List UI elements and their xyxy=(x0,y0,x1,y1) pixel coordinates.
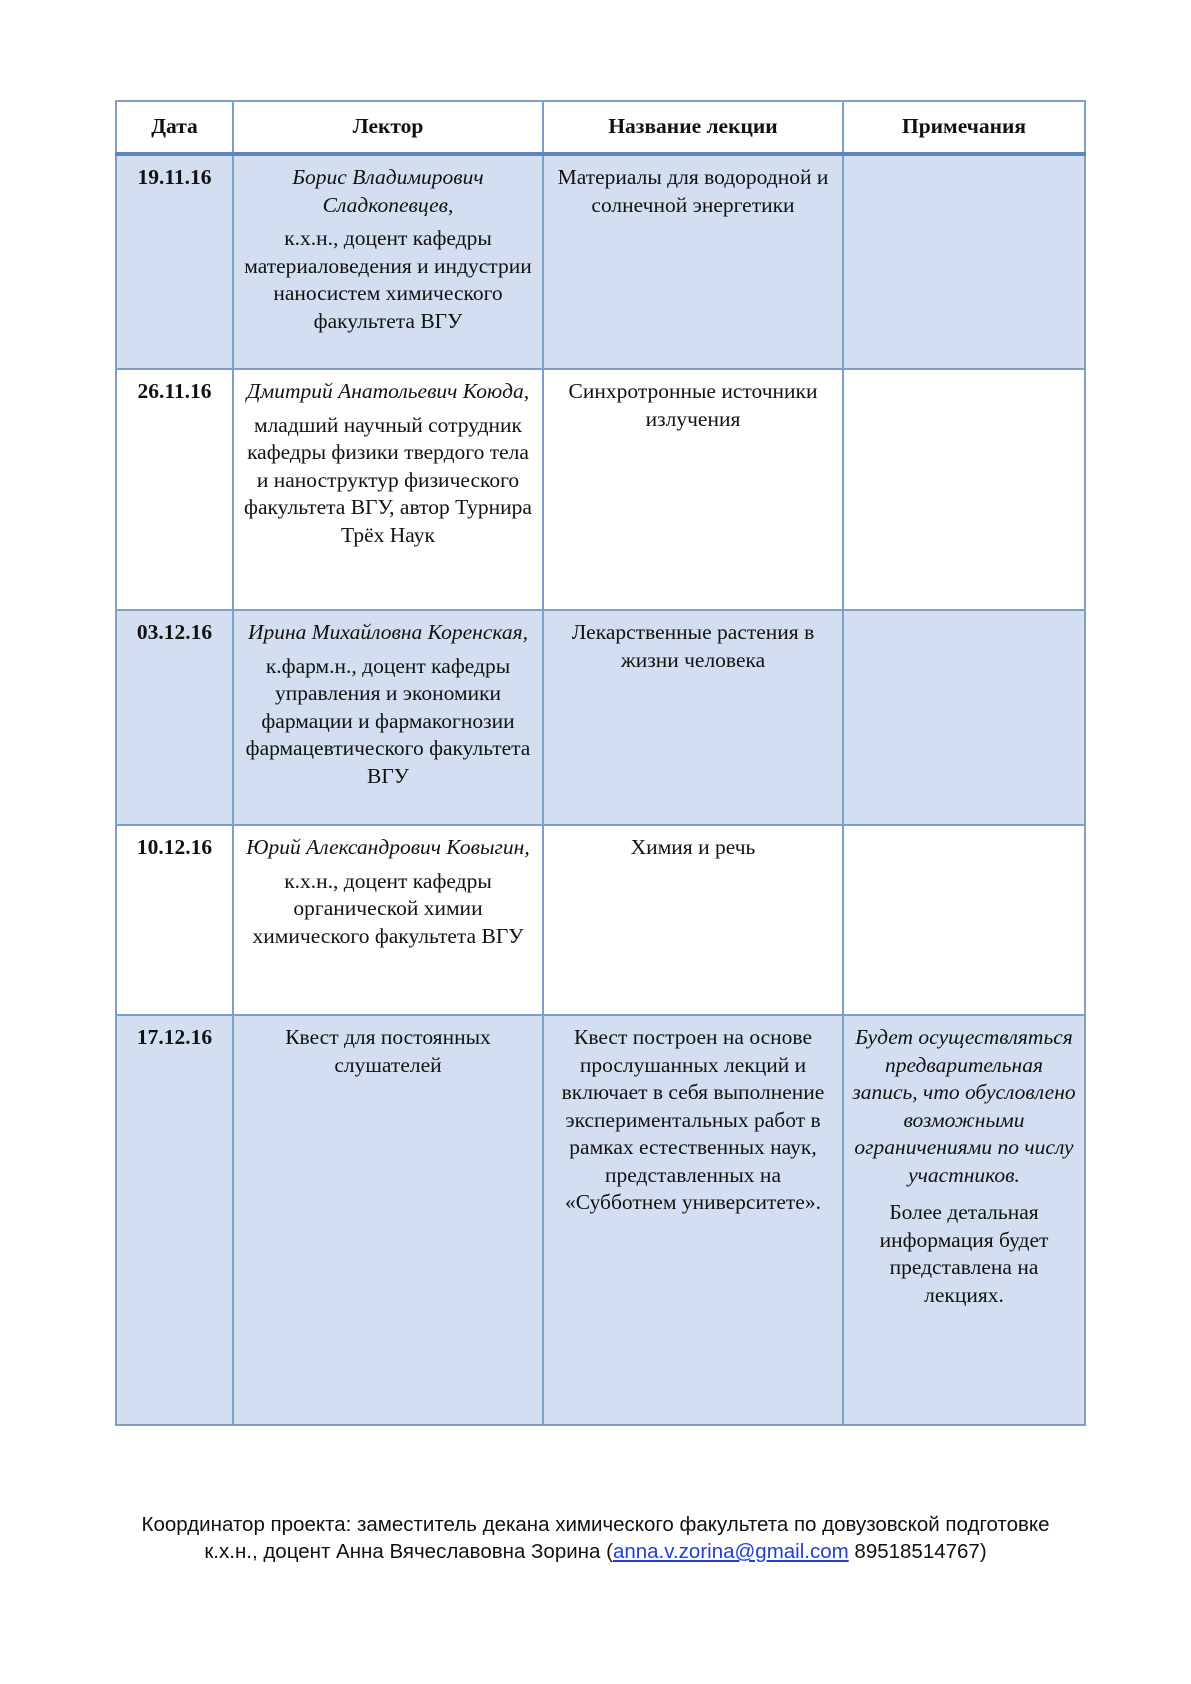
footer-line-2-prefix: к.х.н., доцент Анна Вячеславовна Зорина ( xyxy=(204,1540,613,1563)
note-plain: Более детальная информация будет представлена на лекциях. xyxy=(879,1200,1049,1307)
row-lecturer xyxy=(233,825,543,1015)
lecturer-role: к.х.н., доцент кафедры материаловедения и индустрии наносистем химического факультета ВГУ xyxy=(244,226,532,333)
table-row xyxy=(116,825,1085,1015)
row-lecturer xyxy=(233,1015,543,1425)
row-lecturer xyxy=(233,154,543,369)
row-date: 26.11.16 xyxy=(116,369,233,610)
row-notes xyxy=(843,154,1085,369)
row-lecturer xyxy=(233,369,543,610)
header-notes: Примечания xyxy=(843,101,1085,154)
lecturer-name: Дмитрий Анатольевич Коюда, xyxy=(246,379,530,403)
row-lecture-title: Химия и речь xyxy=(543,825,843,1015)
header-lecturer: Лектор xyxy=(233,101,543,154)
lecturer-role: к.х.н., доцент кафедры органической химии химического факультета ВГУ xyxy=(252,868,524,948)
row-lecture-title: Синхротронные источники излучения xyxy=(543,369,843,610)
note-italic: Будет осуществляться предварительная запись, что обусловлено возможными ограничениями по числу участников. xyxy=(852,1025,1076,1187)
email-link[interactable]: anna.v.zorina@gmail.com xyxy=(612,1540,849,1563)
lecture-schedule-table xyxy=(115,100,1086,1426)
lecturer-role: Квест для постоянных слушателей xyxy=(285,1025,491,1077)
row-lecture-title: Квест построен на основе прослушанных лекций и включает в себя выполнение экспериментальных работ в рамках естественных наук, представленных на «Субботнем университете». xyxy=(543,1015,843,1425)
table-row xyxy=(116,154,1085,369)
footer-line-1: Координатор проекта: заместитель декана химического факультета по довузовской подготовке xyxy=(141,1513,1050,1536)
row-lecturer xyxy=(233,610,543,825)
lecturer-name: Юрий Александрович Ковыгин, xyxy=(246,835,530,859)
row-notes xyxy=(843,825,1085,1015)
row-notes xyxy=(843,1015,1085,1425)
lecturer-name: Ирина Михайловна Коренская, xyxy=(247,620,529,644)
lecturer-role: младший научный сотрудник кафедры физики твердого тела и наноструктур физического факультета ВГУ, автор Турнира Трёх Наук xyxy=(244,412,532,547)
footer-line-2-suffix: 89518514767) xyxy=(848,1540,987,1563)
table-row xyxy=(116,369,1085,610)
row-lecture-title: Лекарственные растения в жизни человека xyxy=(543,610,843,825)
row-lecture-title: Материалы для водородной и солнечной энергетики xyxy=(543,154,843,369)
row-notes xyxy=(843,369,1085,610)
lecturer-role: к.фарм.н., доцент кафедры управления и экономики фармации и фармакогнозии фармацевтического факультета ВГУ xyxy=(245,653,531,788)
row-date: 10.12.16 xyxy=(116,825,233,1015)
coordinator-footer xyxy=(0,1511,1191,1565)
header-lecture-title: Название лекции xyxy=(543,101,843,154)
header-date: Дата xyxy=(116,101,233,154)
row-notes xyxy=(843,610,1085,825)
table-row xyxy=(116,610,1085,825)
table-row xyxy=(116,1015,1085,1425)
row-date: 03.12.16 xyxy=(116,610,233,825)
table-header-row xyxy=(116,101,1085,154)
row-date: 17.12.16 xyxy=(116,1015,233,1425)
row-date: 19.11.16 xyxy=(116,154,233,369)
lecturer-name: Борис Владимирович Сладкопевцев, xyxy=(292,165,484,217)
footer-line-2 xyxy=(0,1538,1191,1565)
